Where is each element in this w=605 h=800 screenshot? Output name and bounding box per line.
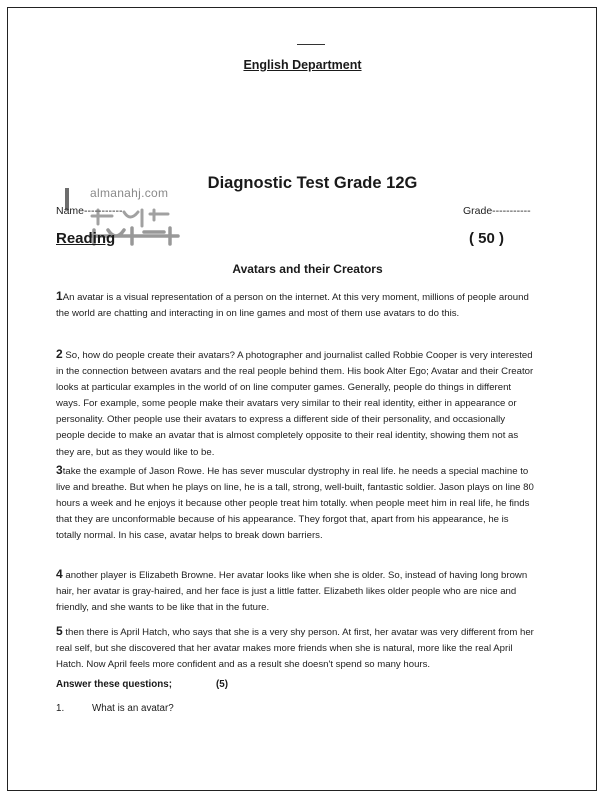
- paragraph-number: 3: [56, 463, 63, 477]
- questions-heading: Answer these questions;: [56, 679, 172, 690]
- section-heading: Reading: [56, 230, 116, 247]
- watermark-site: almanahj.com: [90, 186, 169, 200]
- test-title: Diagnostic Test Grade 12G: [207, 174, 418, 192]
- questions-marks: (5): [216, 679, 228, 690]
- question-number: 1.: [56, 703, 65, 714]
- paragraph-2: [56, 346, 534, 461]
- question-text: What is an avatar?: [92, 703, 174, 714]
- paragraph-1: [56, 288, 534, 322]
- grade-field-label: Grade-----------: [463, 205, 531, 217]
- section-marks: ( 50 ): [469, 230, 505, 247]
- paragraph-number: 2: [56, 347, 63, 361]
- paragraph-number: 1: [56, 289, 63, 303]
- paragraph-5: [56, 623, 534, 673]
- paragraph-text: then there is April Hatch, who says that she is a very shy person. At first, her avatar was very different from her real self, but she discovered that her avatar makes more friends when she is natural, more like the real April Hatch. Now April feels more confident and as a result she doesn't spend so many hours.: [56, 627, 534, 671]
- paragraph-text: take the example of Jason Rowe. He has sever muscular dystrophy in real life. he needs a special machine to live and breathe. But when he plays on line, he is a tall, strong, well-built, fantastic soldier. Jason plays on line 80 hours a week and he enjoys it because other people treat him totally. when people meet him in real life, he finds that they are unconformable because of his appearance. They forgot that, apart from his appearance, he is totally normal. In his case, avatar helps to break down barriers.: [56, 466, 534, 542]
- paragraph-number: 5: [56, 624, 63, 638]
- paragraph-3: [56, 462, 534, 544]
- passage-title: Avatars and their Creators: [232, 262, 383, 276]
- paragraph-text: An avatar is a visual representation of a person on the internet. At this very moment, millions of people around the world are chatting and interacting in on line games and most of them use avatars to do this.: [56, 292, 529, 320]
- department-heading: English Department: [243, 58, 362, 72]
- header-rule: [297, 44, 325, 45]
- paragraph-number: 4: [56, 567, 63, 581]
- paragraph-text: another player is Elizabeth Browne. Her avatar looks like when she is older. So, instead of having long brown hair, her avatar is gray-haired, and her face is just a little fatter. Elizabeth likes older people who are nice and friendly, and she wants to be like that in the future.: [56, 570, 528, 614]
- paragraph-text: So, how do people create their avatars? A photographer and journalist called Robbie Cooper is very interested in the connection between avatars and the real people behind them. His book Alter Ego; Avatar and their Creator looks at particular examples in the world of on line computer games. Generally, people do things in different ways. For example, some people make their avatars very similar to their real identity, either in appearance or personality. Other people use their avatars to express a different side of their personality, and occasionally people decide to make an avatar that is almost completely opposite to their real identity, showing them not as they are, but as they would like to be.: [56, 350, 534, 458]
- name-field-label: Name-----------: [56, 205, 123, 217]
- paragraph-4: [56, 566, 534, 616]
